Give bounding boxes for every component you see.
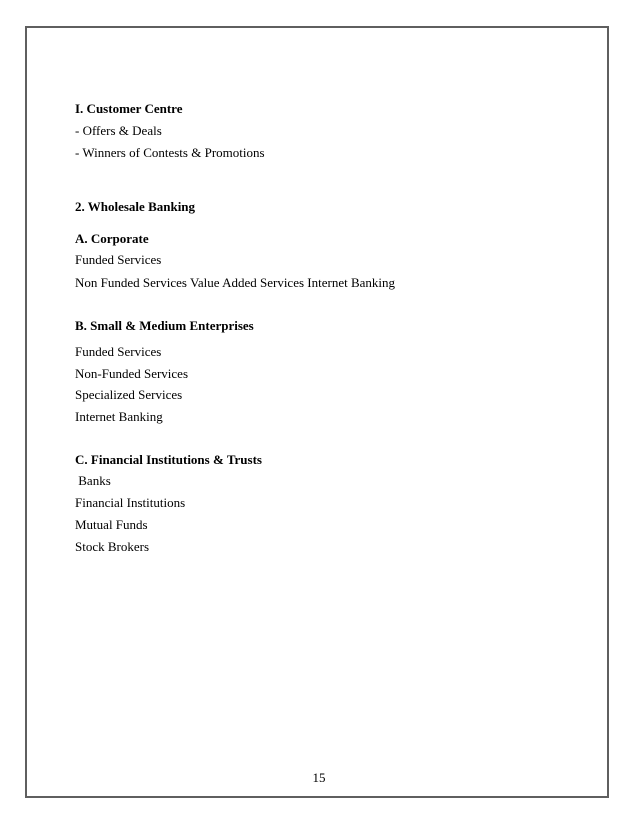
customer-centre-item: - Winners of Contests & Promotions [75,145,265,160]
corporate-heading: A. Corporate [75,231,149,246]
customer-centre-item: - Offers & Deals [75,123,162,138]
financial-institutions-item: Mutual Funds [75,517,148,532]
sme-heading: B. Small & Medium Enterprises [75,318,254,333]
customer-centre-heading: I. Customer Centre [75,101,183,116]
page-number: 15 [312,770,326,785]
sme-item: Internet Banking [75,409,163,424]
sme-item: Specialized Services [75,387,183,402]
financial-institutions-item: Banks [75,473,111,488]
financial-institutions-item: Financial Institutions [75,495,186,510]
sme-item: Funded Services [75,344,162,359]
financial-institutions-heading: C. Financial Institutions & Trusts [75,452,262,467]
corporate-item: Non Funded Services Value Added Services Internet Banking [75,275,395,290]
wholesale-banking-heading: 2. Wholesale Banking [75,199,196,214]
sme-item: Non-Funded Services [75,366,189,381]
corporate-item: Funded Services [75,252,162,267]
financial-institutions-item: Stock Brokers [75,539,150,554]
